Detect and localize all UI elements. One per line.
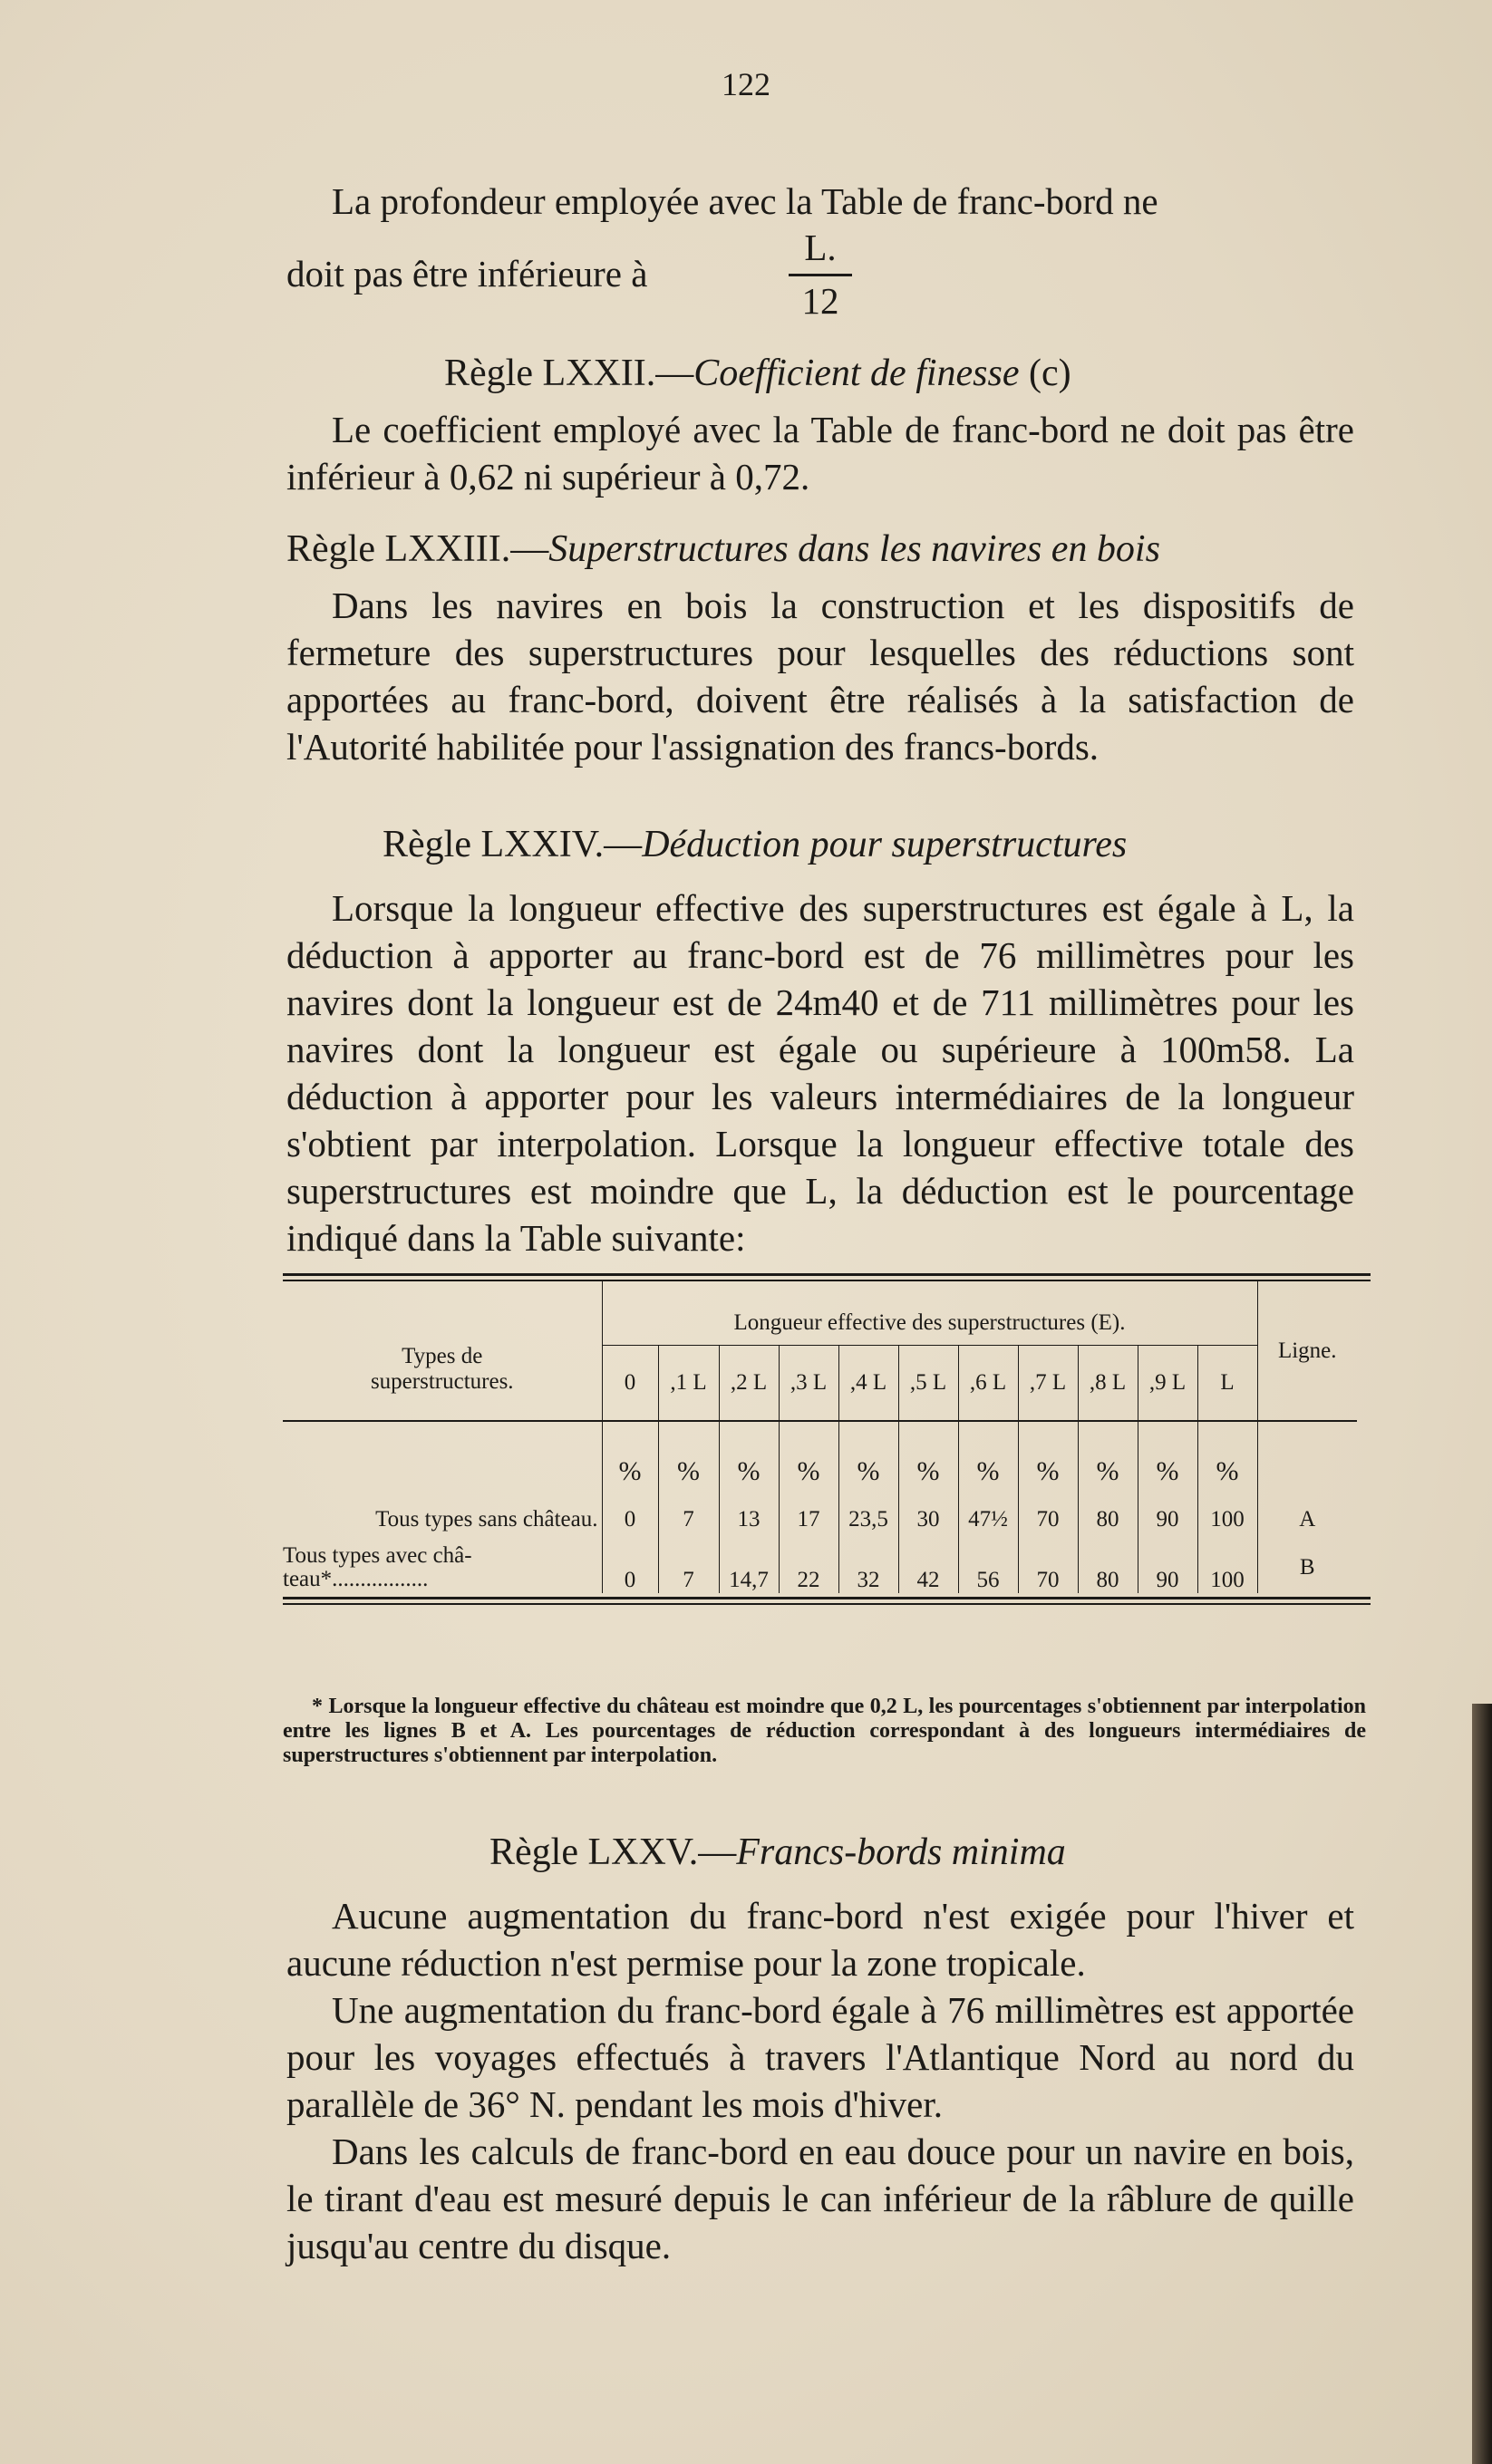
rule-74-label: Règle LXXIV.— — [383, 824, 643, 865]
row-label-line-1: Tous types sans château. — [375, 1507, 598, 1532]
rule-74-title: Déduction pour superstructures — [642, 824, 1128, 865]
rule-75-body-1: Aucune augmentation du franc-bord n'est exigée pour l'hiver et aucune réduction n'est permise pour la zone tropicale. — [286, 1895, 1354, 1984]
column-header: ,9 L — [1138, 1345, 1197, 1421]
table-cell: 14,7 — [719, 1542, 779, 1593]
column-header: ,8 L — [1078, 1345, 1138, 1421]
percent-row-ligne — [1257, 1446, 1357, 1497]
percent-sign: % — [838, 1446, 898, 1497]
percent-sign: % — [898, 1446, 958, 1497]
fraction-l-over-12 — [789, 225, 852, 322]
row-label — [283, 1497, 602, 1542]
column-header: ,2 L — [719, 1345, 779, 1421]
rule-73-label: Règle LXXIII.— — [286, 528, 549, 570]
table-bottom-double-rule — [283, 1597, 1371, 1605]
table-cell: 47½ — [958, 1497, 1018, 1542]
table-cell: 42 — [898, 1542, 958, 1593]
intro-line-2: doit pas être inférieure à — [286, 253, 648, 295]
book-spine-shadow — [1472, 1704, 1492, 2464]
table-row-b — [283, 1542, 1357, 1593]
table-cell: 100 — [1197, 1497, 1257, 1542]
longueur-group-header: Longueur effective des superstructures (E). — [602, 1281, 1257, 1345]
column-header: ,5 L — [898, 1345, 958, 1421]
ligne-header: Ligne. — [1257, 1281, 1357, 1421]
column-header: ,3 L — [779, 1345, 838, 1421]
table-footnote — [283, 1695, 1366, 1768]
percent-sign: % — [958, 1446, 1018, 1497]
column-header: ,1 L — [658, 1345, 719, 1421]
row-label — [283, 1542, 602, 1593]
table-cell: 80 — [1078, 1497, 1138, 1542]
table-cell: 23,5 — [838, 1497, 898, 1542]
percent-sign: % — [1078, 1446, 1138, 1497]
percent-sign: % — [1138, 1446, 1197, 1497]
deduction-table-grid — [283, 1281, 1357, 1593]
table-cell: 32 — [838, 1542, 898, 1593]
row-ligne: B — [1257, 1542, 1357, 1593]
table-cell: 13 — [719, 1497, 779, 1542]
spacer-row — [283, 1421, 1357, 1446]
types-header-line-2: superstructures. — [370, 1368, 514, 1394]
intro-line-1: La profondeur employée avec la Table de franc-bord ne — [332, 180, 1158, 222]
rule-72-title: Coefficient de finesse — [693, 353, 1020, 394]
fraction-numerator: L. — [804, 227, 837, 268]
percent-sign: % — [1197, 1446, 1257, 1497]
page-number: 122 — [722, 66, 770, 102]
column-header: L — [1197, 1345, 1257, 1421]
rule-72-label: Règle LXXII.— — [444, 353, 694, 394]
table-top-double-rule — [283, 1273, 1371, 1281]
table-cell: 70 — [1018, 1542, 1078, 1593]
types-header-line-1: Types de — [402, 1343, 483, 1368]
column-header: ,7 L — [1018, 1345, 1078, 1421]
percent-sign: % — [779, 1446, 838, 1497]
rule-75-body-2: Une augmentation du franc-bord égale à 76 millimètres est apportée pour les voyages effectués à travers l'Atlantique Nord au nord du parallèle de 36° N. pendant les mois d'hiver. — [286, 1989, 1354, 2125]
row-ligne: A — [1257, 1497, 1357, 1542]
rule-72-suffix: (c) — [1029, 353, 1071, 394]
table-cell: 80 — [1078, 1542, 1138, 1593]
percent-sign: % — [719, 1446, 779, 1497]
table-cell: 90 — [1138, 1542, 1197, 1593]
table-row-a — [283, 1497, 1357, 1542]
types-header — [283, 1281, 602, 1421]
table-cell: 22 — [779, 1542, 838, 1593]
percent-row — [283, 1446, 1357, 1497]
rule-75-label: Règle LXXV.— — [489, 1831, 737, 1873]
column-header: 0 — [602, 1345, 658, 1421]
rule-73-title: Superstructures dans les navires en bois — [548, 528, 1160, 570]
rule-72-heading — [444, 352, 1071, 395]
table-cell: 0 — [602, 1542, 658, 1593]
rule-74-heading — [383, 823, 1127, 866]
row-label-line-1: Tous types avec châ- — [283, 1543, 472, 1568]
rule-73-body: Dans les navires en bois la construction et les dispositifs de fermeture des superstructures pour lesquelles des réductions sont apportées au franc-bord, doivent être réalisés à la satisfaction de l'Autorité habilitée pour l'assignation des francs-bords. — [286, 585, 1354, 768]
table-cell: 7 — [658, 1542, 719, 1593]
table-cell: 17 — [779, 1497, 838, 1542]
fraction-denominator: 12 — [801, 280, 839, 322]
fraction-bar — [789, 274, 852, 276]
table-cell: 30 — [898, 1497, 958, 1542]
row-label-line-2: teau*................. — [283, 1567, 429, 1591]
table-cell: 56 — [958, 1542, 1018, 1593]
rule-74-body: Lorsque la longueur effective des superstructures est égale à L, la déduction à apporter au franc-bord est de 76 millimètres pour les navires dont la longueur est de 24m40 et de 711 millimètres pour les navires dont la longueur est égale ou supérieure à 100m58. La déduction à apporter pour les valeurs intermédiaires de la longueur s'obtient par interpolation. Lorsque la longueur effective totale des superstructures est moindre que L, la déduction est le pourcentage indiqué dans la Table suivante: — [286, 887, 1354, 1259]
rule-75-title: Francs-bords minima — [736, 1831, 1066, 1873]
rule-72-body: Le coefficient employé avec la Table de franc-bord ne doit pas être inférieur à 0,62 ni supérieur à 0,72. — [286, 409, 1354, 498]
percent-sign: % — [1018, 1446, 1078, 1497]
footnote-text: * Lorsque la longueur effective du château est moindre que 0,2 L, les pourcentages s'obtiennent par interpolation entre les lignes B et A. Les pourcentages de réduction correspondant à des longueurs intermédiaires de superstructures s'obtiennent par interpolation. — [283, 1695, 1366, 1767]
intro-paragraph — [286, 178, 1354, 225]
table-cell: 0 — [602, 1497, 658, 1542]
column-header: ,6 L — [958, 1345, 1018, 1421]
percent-row-label — [283, 1446, 602, 1497]
percent-sign: % — [602, 1446, 658, 1497]
column-header: ,4 L — [838, 1345, 898, 1421]
rule-75-body-3: Dans les calculs de franc-bord en eau douce pour un navire en bois, le tirant d'eau est mesuré depuis le can inférieur de la râblure de quille jusqu'au centre du disque. — [286, 2131, 1354, 2266]
table-cell: 100 — [1197, 1542, 1257, 1593]
table-cell: 70 — [1018, 1497, 1078, 1542]
rule-75-heading — [489, 1831, 1066, 1874]
table-cell: 7 — [658, 1497, 719, 1542]
table-cell: 90 — [1138, 1497, 1197, 1542]
percent-sign: % — [658, 1446, 719, 1497]
rule-73-heading — [286, 527, 1160, 571]
deduction-table — [283, 1273, 1371, 1605]
